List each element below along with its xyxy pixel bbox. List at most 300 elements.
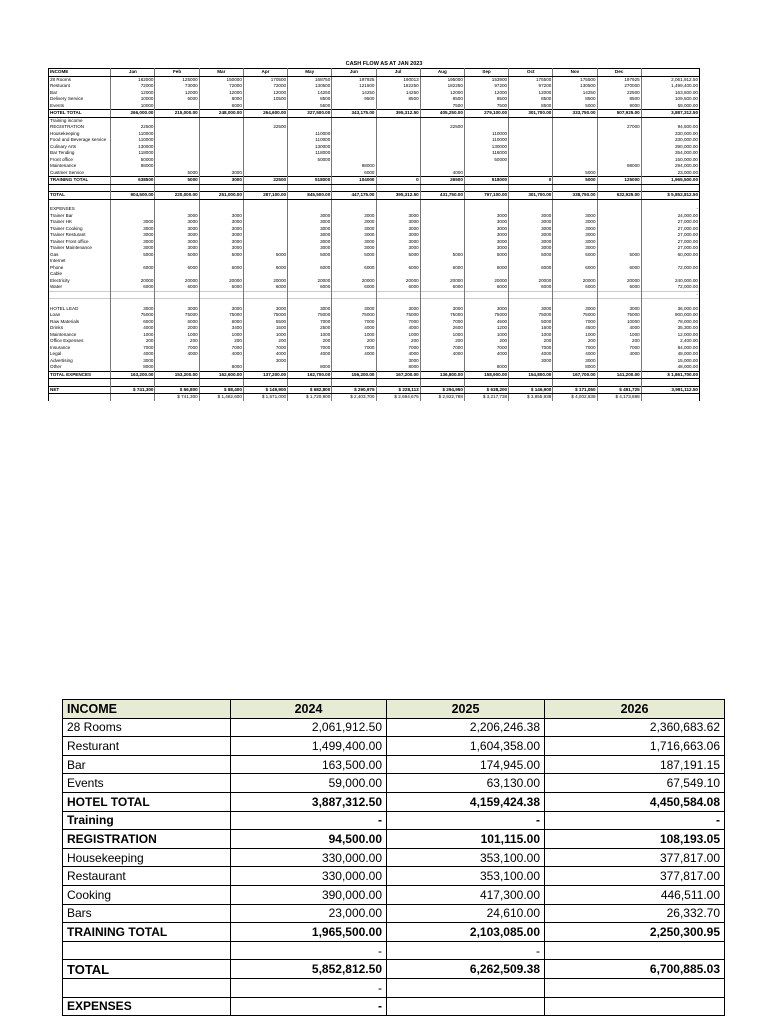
cashflow-cell: 4000 <box>464 351 508 358</box>
cashflow-row-label: Events <box>49 103 111 110</box>
cashflow-cell: 447,175.00 <box>332 192 376 200</box>
projection-cell: 2,360,683.62 <box>545 718 725 737</box>
cashflow-cell: 1000 <box>243 332 287 339</box>
projection-cell: 2,206,246.38 <box>387 718 545 737</box>
cashflow-row-label: Electricity <box>49 278 111 285</box>
cashflow-cell <box>111 394 155 401</box>
cashflow-cell: 162,700.00 <box>288 371 332 379</box>
cashflow-cell: 3000 <box>243 306 287 313</box>
cashflow-row-label: Trainer Bar <box>49 213 111 220</box>
cashflow-cell: 4000 <box>199 351 243 358</box>
cashflow-cell: 5000 <box>155 252 199 259</box>
cashflow-cell: 154,800.00 <box>509 371 553 379</box>
cashflow-cell: 6000 <box>553 265 597 272</box>
projection-row-label <box>63 941 231 960</box>
projection-row <box>63 960 725 979</box>
cashflow-cell: 5000 <box>243 252 287 259</box>
cashflow-cell: 200 <box>509 338 553 345</box>
cashflow-row-total: 24,000.00 <box>641 213 699 220</box>
projection-row <box>63 978 725 997</box>
cashflow-cell: 22500 <box>597 90 641 97</box>
cashflow-cell: $ 1,571,000 <box>243 394 287 401</box>
cashflow-row <box>49 379 700 387</box>
cashflow-row-total: 59,000.00 <box>641 103 699 110</box>
projection-cell: - <box>231 811 387 830</box>
projection-cell: 390,000.00 <box>231 885 387 904</box>
cashflow-cell <box>288 170 332 177</box>
cashflow-cell: 6000 <box>332 265 376 272</box>
cashflow-cell: 97200 <box>464 83 508 90</box>
cashflow-cell <box>155 299 199 306</box>
projection-header-2024: 2024 <box>231 700 387 719</box>
cashflow-cell: 7000 <box>111 345 155 352</box>
cashflow-row-label: Other <box>49 364 111 371</box>
projection-row-label: Bar <box>63 755 231 774</box>
cashflow-cell: 5000 <box>332 252 376 259</box>
projection-header-2026: 2026 <box>545 700 725 719</box>
cashflow-cell: 200 <box>155 338 199 345</box>
cashflow-cell: 3000 <box>376 226 420 233</box>
cashflow-row-label: Water <box>49 284 111 291</box>
cashflow-row <box>49 371 700 379</box>
projection-cell: - <box>387 811 545 830</box>
cashflow-cell <box>155 103 199 110</box>
projection-table <box>62 699 725 1016</box>
cashflow-cell: 4000 <box>376 351 420 358</box>
projection-cell: 4,159,424.38 <box>387 792 545 811</box>
cashflow-cell: 632,925.00 <box>597 192 641 200</box>
cashflow-cell: 6000 <box>420 265 464 272</box>
cashflow-cell: 3000 <box>376 213 420 220</box>
cashflow-cell: 3000 <box>155 306 199 313</box>
cashflow-cell: $ 638,200 <box>464 386 508 394</box>
cashflow-cell: 7000 <box>464 345 508 352</box>
projection-row-label <box>63 978 231 997</box>
cashflow-cell <box>155 117 199 124</box>
cashflow-cell: 197925 <box>597 76 641 83</box>
projection-cell: 4,450,584.08 <box>545 792 725 811</box>
cashflow-cell: 1000 <box>376 332 420 339</box>
cashflow-cell: 0 <box>509 177 553 185</box>
cashflow-cell: 22500 <box>111 124 155 131</box>
cashflow-cell: 3000 <box>553 358 597 365</box>
cashflow-cell: 197925 <box>332 76 376 83</box>
cashflow-cell: 20000 <box>155 278 199 285</box>
cashflow-row <box>49 76 700 83</box>
cashflow-cell: 14250 <box>553 90 597 97</box>
cashflow-row-total: 900,000.00 <box>641 312 699 319</box>
projection-cell: 5,852,812.50 <box>231 960 387 979</box>
cashflow-cell: 20000 <box>464 278 508 285</box>
cashflow-cell: $ 2,922,788 <box>420 394 464 401</box>
cashflow-cell: 1600 <box>509 325 553 332</box>
cashflow-row-label: NET <box>49 386 111 394</box>
cashflow-cell: $ 146,900 <box>509 386 553 394</box>
cashflow-cell: 110000 <box>111 137 155 144</box>
projection-row-label: Resturant <box>63 737 231 756</box>
cashflow-cell: 6000 <box>553 284 597 291</box>
cashflow-cell: 104000 <box>332 177 376 185</box>
cashflow-cell: 3000 <box>464 245 508 252</box>
cashflow-cell: 130000 <box>464 144 508 151</box>
cashflow-row-total: 109,500.00 <box>641 96 699 103</box>
cashflow-row-label: Trainer Cooking <box>49 226 111 233</box>
cashflow-row-total: 94,500.00 <box>641 124 699 131</box>
projection-cell: - <box>231 941 387 960</box>
cashflow-cell: 75000 <box>243 312 287 319</box>
cashflow-cell: 3000 <box>464 219 508 226</box>
cashflow-cell <box>243 199 287 206</box>
cashflow-cell: 3000 <box>376 245 420 252</box>
cashflow-cell: 3000 <box>111 232 155 239</box>
cashflow-cell: 3000 <box>332 213 376 220</box>
cashflow-cell: Jan <box>111 69 155 77</box>
cashflow-row-total: $ 1,861,700.00 <box>641 371 699 379</box>
cashflow-cell: 4000 <box>376 325 420 332</box>
cashflow-cell: Oct <box>509 69 553 77</box>
cashflow-cell <box>464 379 508 387</box>
cashflow-row-label: Gas <box>49 252 111 259</box>
cashflow-cell: Aug <box>420 69 464 77</box>
cashflow-cell <box>111 117 155 124</box>
cashflow-cell: 110000 <box>111 131 155 138</box>
cashflow-cell: 3000 <box>332 219 376 226</box>
cashflow-cell: $ 4,173,888 <box>597 394 641 401</box>
projection-row <box>63 792 725 811</box>
cashflow-cell: 6000 <box>199 103 243 110</box>
cashflow-cell: 98000 <box>597 163 641 170</box>
cashflow-cell <box>464 170 508 177</box>
cashflow-cell: 343,175.00 <box>332 110 376 118</box>
cashflow-cell: 5000 <box>288 252 332 259</box>
cashflow-cell: $ 88,400 <box>199 386 243 394</box>
cashflow-cell <box>111 184 155 192</box>
projection-row <box>63 904 725 923</box>
cashflow-row-total: 390,000.00 <box>641 144 699 151</box>
cashflow-cell: $ 66,800 <box>155 386 199 394</box>
cashflow-cell <box>243 364 287 371</box>
cashflow-cell: $ 4,002,838 <box>553 394 597 401</box>
projection-cell: 2,250,300.95 <box>545 923 725 942</box>
cashflow-row-total: 3,887,312.50 <box>641 110 699 118</box>
cashflow-cell: 7000 <box>376 345 420 352</box>
projection-cell: 59,000.00 <box>231 774 387 793</box>
cashflow-cell: 6000 <box>288 265 332 272</box>
cashflow-cell: 3000 <box>111 358 155 365</box>
cashflow-cell <box>597 291 641 299</box>
cashflow-cell: 3000 <box>509 226 553 233</box>
cashflow-cell <box>199 199 243 206</box>
cashflow-cell: 3000 <box>199 239 243 246</box>
cashflow-row-total: 72,000.00 <box>641 265 699 272</box>
cashflow-cell <box>420 364 464 371</box>
projection-cell: 1,604,358.00 <box>387 737 545 756</box>
cashflow-cell: 12000 <box>111 90 155 97</box>
cashflow-cell: 3000 <box>553 219 597 226</box>
cashflow-row <box>49 184 700 192</box>
cashflow-cell: 2000 <box>155 325 199 332</box>
cashflow-cell: 845,500.00 <box>288 192 332 200</box>
cashflow-cell: 6000 <box>199 319 243 326</box>
cashflow-cell: 3000 <box>332 226 376 233</box>
cashflow-cell <box>420 184 464 192</box>
cashflow-cell: 130000 <box>111 144 155 151</box>
cashflow-cell: 6000 <box>376 284 420 291</box>
cashflow-row-total <box>641 184 699 192</box>
cashflow-cell: 110000 <box>288 137 332 144</box>
cashflow-cell: 3000 <box>111 306 155 313</box>
cashflow-cell: 10000 <box>597 319 641 326</box>
cashflow-cell: 7000 <box>199 345 243 352</box>
cashflow-cell: 20000 <box>243 278 287 285</box>
cashflow-cell: 1500 <box>243 325 287 332</box>
cashflow-row-label: Housekeeping <box>49 131 111 138</box>
cashflow-cell <box>155 364 199 371</box>
cashflow-row-total: 2,400.00 <box>641 338 699 345</box>
cashflow-cell <box>509 117 553 124</box>
cashflow-cell <box>332 184 376 192</box>
projection-cell: - <box>545 811 725 830</box>
cashflow-row-total: 78,000.00 <box>641 319 699 326</box>
cashflow-cell: 3000 <box>553 239 597 246</box>
cashflow-cell: Nov <box>553 69 597 77</box>
cashflow-cell <box>288 299 332 306</box>
cashflow-row <box>49 299 700 306</box>
cashflow-cell: 200 <box>288 338 332 345</box>
cashflow-cell: 20000 <box>288 278 332 285</box>
projection-cell: 26,332.70 <box>545 904 725 923</box>
cashflow-cell <box>288 291 332 299</box>
cashflow-row-total: 330,000.00 <box>641 137 699 144</box>
cashflow-row-total: 240,000.00 <box>641 278 699 285</box>
cashflow-cell: 4500 <box>553 325 597 332</box>
cashflow-cell: 7000 <box>553 345 597 352</box>
cashflow-cell: 136,800.00 <box>420 371 464 379</box>
cashflow-cell: 6000 <box>155 265 199 272</box>
cashflow-cell: $ 149,900 <box>243 386 287 394</box>
cashflow-cell: 3000 <box>376 239 420 246</box>
cashflow-cell <box>199 291 243 299</box>
cashflow-cell: $ 491,725 <box>597 386 641 394</box>
cashflow-cell: 6000 <box>509 265 553 272</box>
cashflow-cell: 431,750.00 <box>420 192 464 200</box>
cashflow-cell: 3000 <box>509 358 553 365</box>
cashflow-cell <box>111 299 155 306</box>
cashflow-cell: 110000 <box>464 131 508 138</box>
cashflow-cell: 3000 <box>111 245 155 252</box>
cashflow-row-total: 354,000.00 <box>641 150 699 157</box>
projection-cell: 377,817.00 <box>545 867 725 886</box>
cashflow-cell: 10000 <box>111 96 155 103</box>
cashflow-cell: 110000 <box>288 131 332 138</box>
cashflow-cell: 200 <box>243 338 287 345</box>
cashflow-cell: 3000 <box>155 245 199 252</box>
cashflow-cell: 12000 <box>155 90 199 97</box>
cashflow-row-label <box>49 291 111 299</box>
cashflow-cell: 287,100.00 <box>243 192 287 200</box>
cashflow-cell: 200 <box>376 338 420 345</box>
cashflow-cell <box>376 299 420 306</box>
projection-cell: - <box>231 997 387 1016</box>
cashflow-cell: 8500 <box>288 96 332 103</box>
cashflow-cell <box>288 379 332 387</box>
cashflow-row-label: Delivery Service <box>49 96 111 103</box>
projection-row-label: TRAINING TOTAL <box>63 923 231 942</box>
projection-cell: 446,511.00 <box>545 885 725 904</box>
cashflow-cell: 5500 <box>288 103 332 110</box>
cashflow-table <box>48 68 700 401</box>
cashflow-cell: 6000 <box>155 96 199 103</box>
cashflow-cell <box>553 184 597 192</box>
cashflow-cell: 8000 <box>111 364 155 371</box>
cashflow-cell: 3000 <box>464 213 508 220</box>
cashflow-cell <box>509 184 553 192</box>
cashflow-cell <box>509 199 553 206</box>
cashflow-row <box>49 394 700 401</box>
cashflow-cell: 395,312.50 <box>376 110 420 118</box>
cashflow-cell <box>420 199 464 206</box>
cashflow-cell: 200 <box>111 338 155 345</box>
cashflow-row-total: - <box>641 206 699 213</box>
cashflow-cell: 4000 <box>420 170 464 177</box>
cashflow-row-total: 2,061,912.50 <box>641 76 699 83</box>
cashflow-cell <box>553 117 597 124</box>
cashflow-cell: 110000 <box>464 137 508 144</box>
cashflow-row-label: TRAINING TOTAL <box>49 177 111 185</box>
cashflow-cell: 3000 <box>199 245 243 252</box>
cashflow-cell: 3000 <box>376 358 420 365</box>
cashflow-cell: 797,100.00 <box>464 192 508 200</box>
cashflow-cell <box>464 117 508 124</box>
cashflow-cell: 301,700.00 <box>509 192 553 200</box>
cashflow-row-label <box>49 379 111 387</box>
cashflow-cell: 5000 <box>420 252 464 259</box>
cashflow-cell: 22500 <box>420 124 464 131</box>
cashflow-cell: $ 741,300 <box>155 394 199 401</box>
cashflow-cell: 266,000.00 <box>111 110 155 118</box>
cashflow-cell: 130500 <box>288 83 332 90</box>
cashflow-cell: 175500 <box>509 76 553 83</box>
cashflow-cell: 72000 <box>243 83 287 90</box>
cashflow-cell: 518000 <box>288 177 332 185</box>
cashflow-cell: 200 <box>597 338 641 345</box>
cashflow-row-total: 84,000.00 <box>641 345 699 352</box>
cashflow-cell: 5500 <box>243 319 287 326</box>
projection-cell: 330,000.00 <box>231 867 387 886</box>
cashflow-cell: 4000 <box>111 325 155 332</box>
cashflow-cell: 7000 <box>288 345 332 352</box>
projection-cell <box>545 978 725 997</box>
cashflow-row-label: Drinks <box>49 325 111 332</box>
cashflow-cell: 182250 <box>420 83 464 90</box>
cashflow-cell <box>553 291 597 299</box>
cashflow-row-label <box>49 299 111 306</box>
cashflow-row-label <box>49 199 111 206</box>
cashflow-cell: Mar <box>199 69 243 77</box>
cashflow-cell <box>155 184 199 192</box>
cashflow-cell: 3000 <box>199 232 243 239</box>
cashflow-row-total <box>641 299 699 306</box>
cashflow-row-label: Insurance <box>49 345 111 352</box>
cashflow-row-total: 27,000.00 <box>641 239 699 246</box>
cashflow-cell: 264,600.00 <box>243 110 287 118</box>
cashflow-cell <box>464 199 508 206</box>
cashflow-cell: $ 1,482,600 <box>199 394 243 401</box>
cashflow-cell: 7500 <box>420 103 464 110</box>
cashflow-cell: 153,200.00 <box>155 371 199 379</box>
cashflow-cell: 8000 <box>553 364 597 371</box>
projection-row <box>63 941 725 960</box>
cashflow-cell <box>597 117 641 124</box>
cashflow-cell: 118000 <box>288 150 332 157</box>
cashflow-cell: 507,925.00 <box>597 110 641 118</box>
cashflow-cell: 20000 <box>509 278 553 285</box>
cashflow-cell: 8000 <box>199 96 243 103</box>
cashflow-cell: 167,700.00 <box>553 371 597 379</box>
cashflow-cell: 1000 <box>199 332 243 339</box>
cashflow-row-label: Raw Materials <box>49 319 111 326</box>
cashflow-cell: 3000 <box>509 232 553 239</box>
cashflow-row-label: Maintenance <box>49 332 111 339</box>
projection-row <box>63 848 725 867</box>
cashflow-cell <box>553 299 597 306</box>
cashflow-cell: May <box>288 69 332 77</box>
projection-cell: 377,817.00 <box>545 848 725 867</box>
cashflow-cell: 8500 <box>464 96 508 103</box>
cashflow-cell: 170500 <box>243 76 287 83</box>
cashflow-cell: 4000 <box>243 351 287 358</box>
cashflow-cell: 162000 <box>111 76 155 83</box>
projection-cell: 108,193.05 <box>545 830 725 849</box>
cashflow-cell: 7000 <box>243 345 287 352</box>
cashflow-cell: 3000 <box>155 213 199 220</box>
cashflow-cell: 6000 <box>111 265 155 272</box>
cashflow-cell: 0 <box>376 177 420 185</box>
cashflow-cell <box>332 199 376 206</box>
cashflow-cell: 1000 <box>111 332 155 339</box>
cashflow-cell <box>243 291 287 299</box>
cashflow-cell: $ 682,800 <box>288 386 332 394</box>
projection-row <box>63 737 725 756</box>
cashflow-cell: 130000 <box>288 144 332 151</box>
cashflow-cell: 8500 <box>376 96 420 103</box>
cashflow-cell <box>288 117 332 124</box>
cashflow-cell: 6000 <box>332 170 376 177</box>
cashflow-row-label: Bar <box>49 90 111 97</box>
cashflow-cell <box>597 170 641 177</box>
cashflow-cell: 638500 <box>111 177 155 185</box>
cashflow-row-label: Office Expenses <box>49 338 111 345</box>
cashflow-cell: 215,000.00 <box>155 110 199 118</box>
cashflow-cell <box>597 184 641 192</box>
projection-cell: - <box>231 978 387 997</box>
cashflow-cell: 3000 <box>199 170 243 177</box>
projection-row-label: Cooking <box>63 885 231 904</box>
cashflow-cell: 3000 <box>199 226 243 233</box>
cashflow-row-label: INCOME <box>49 69 111 77</box>
cashflow-cell: 158,900.00 <box>464 371 508 379</box>
cashflow-cell <box>332 117 376 124</box>
cashflow-row-total: 27,000.00 <box>641 245 699 252</box>
cashflow-cell: 6000 <box>243 284 287 291</box>
cashflow-row-label: Culinary Arts <box>49 144 111 151</box>
cashflow-cell: 3000 <box>420 306 464 313</box>
cashflow-cell: $ 3,217,738 <box>464 394 508 401</box>
cashflow-cell: $ 3,855,938 <box>509 394 553 401</box>
cashflow-cell: 8500 <box>509 96 553 103</box>
cashflow-cell <box>597 299 641 306</box>
cashflow-cell <box>332 103 376 110</box>
